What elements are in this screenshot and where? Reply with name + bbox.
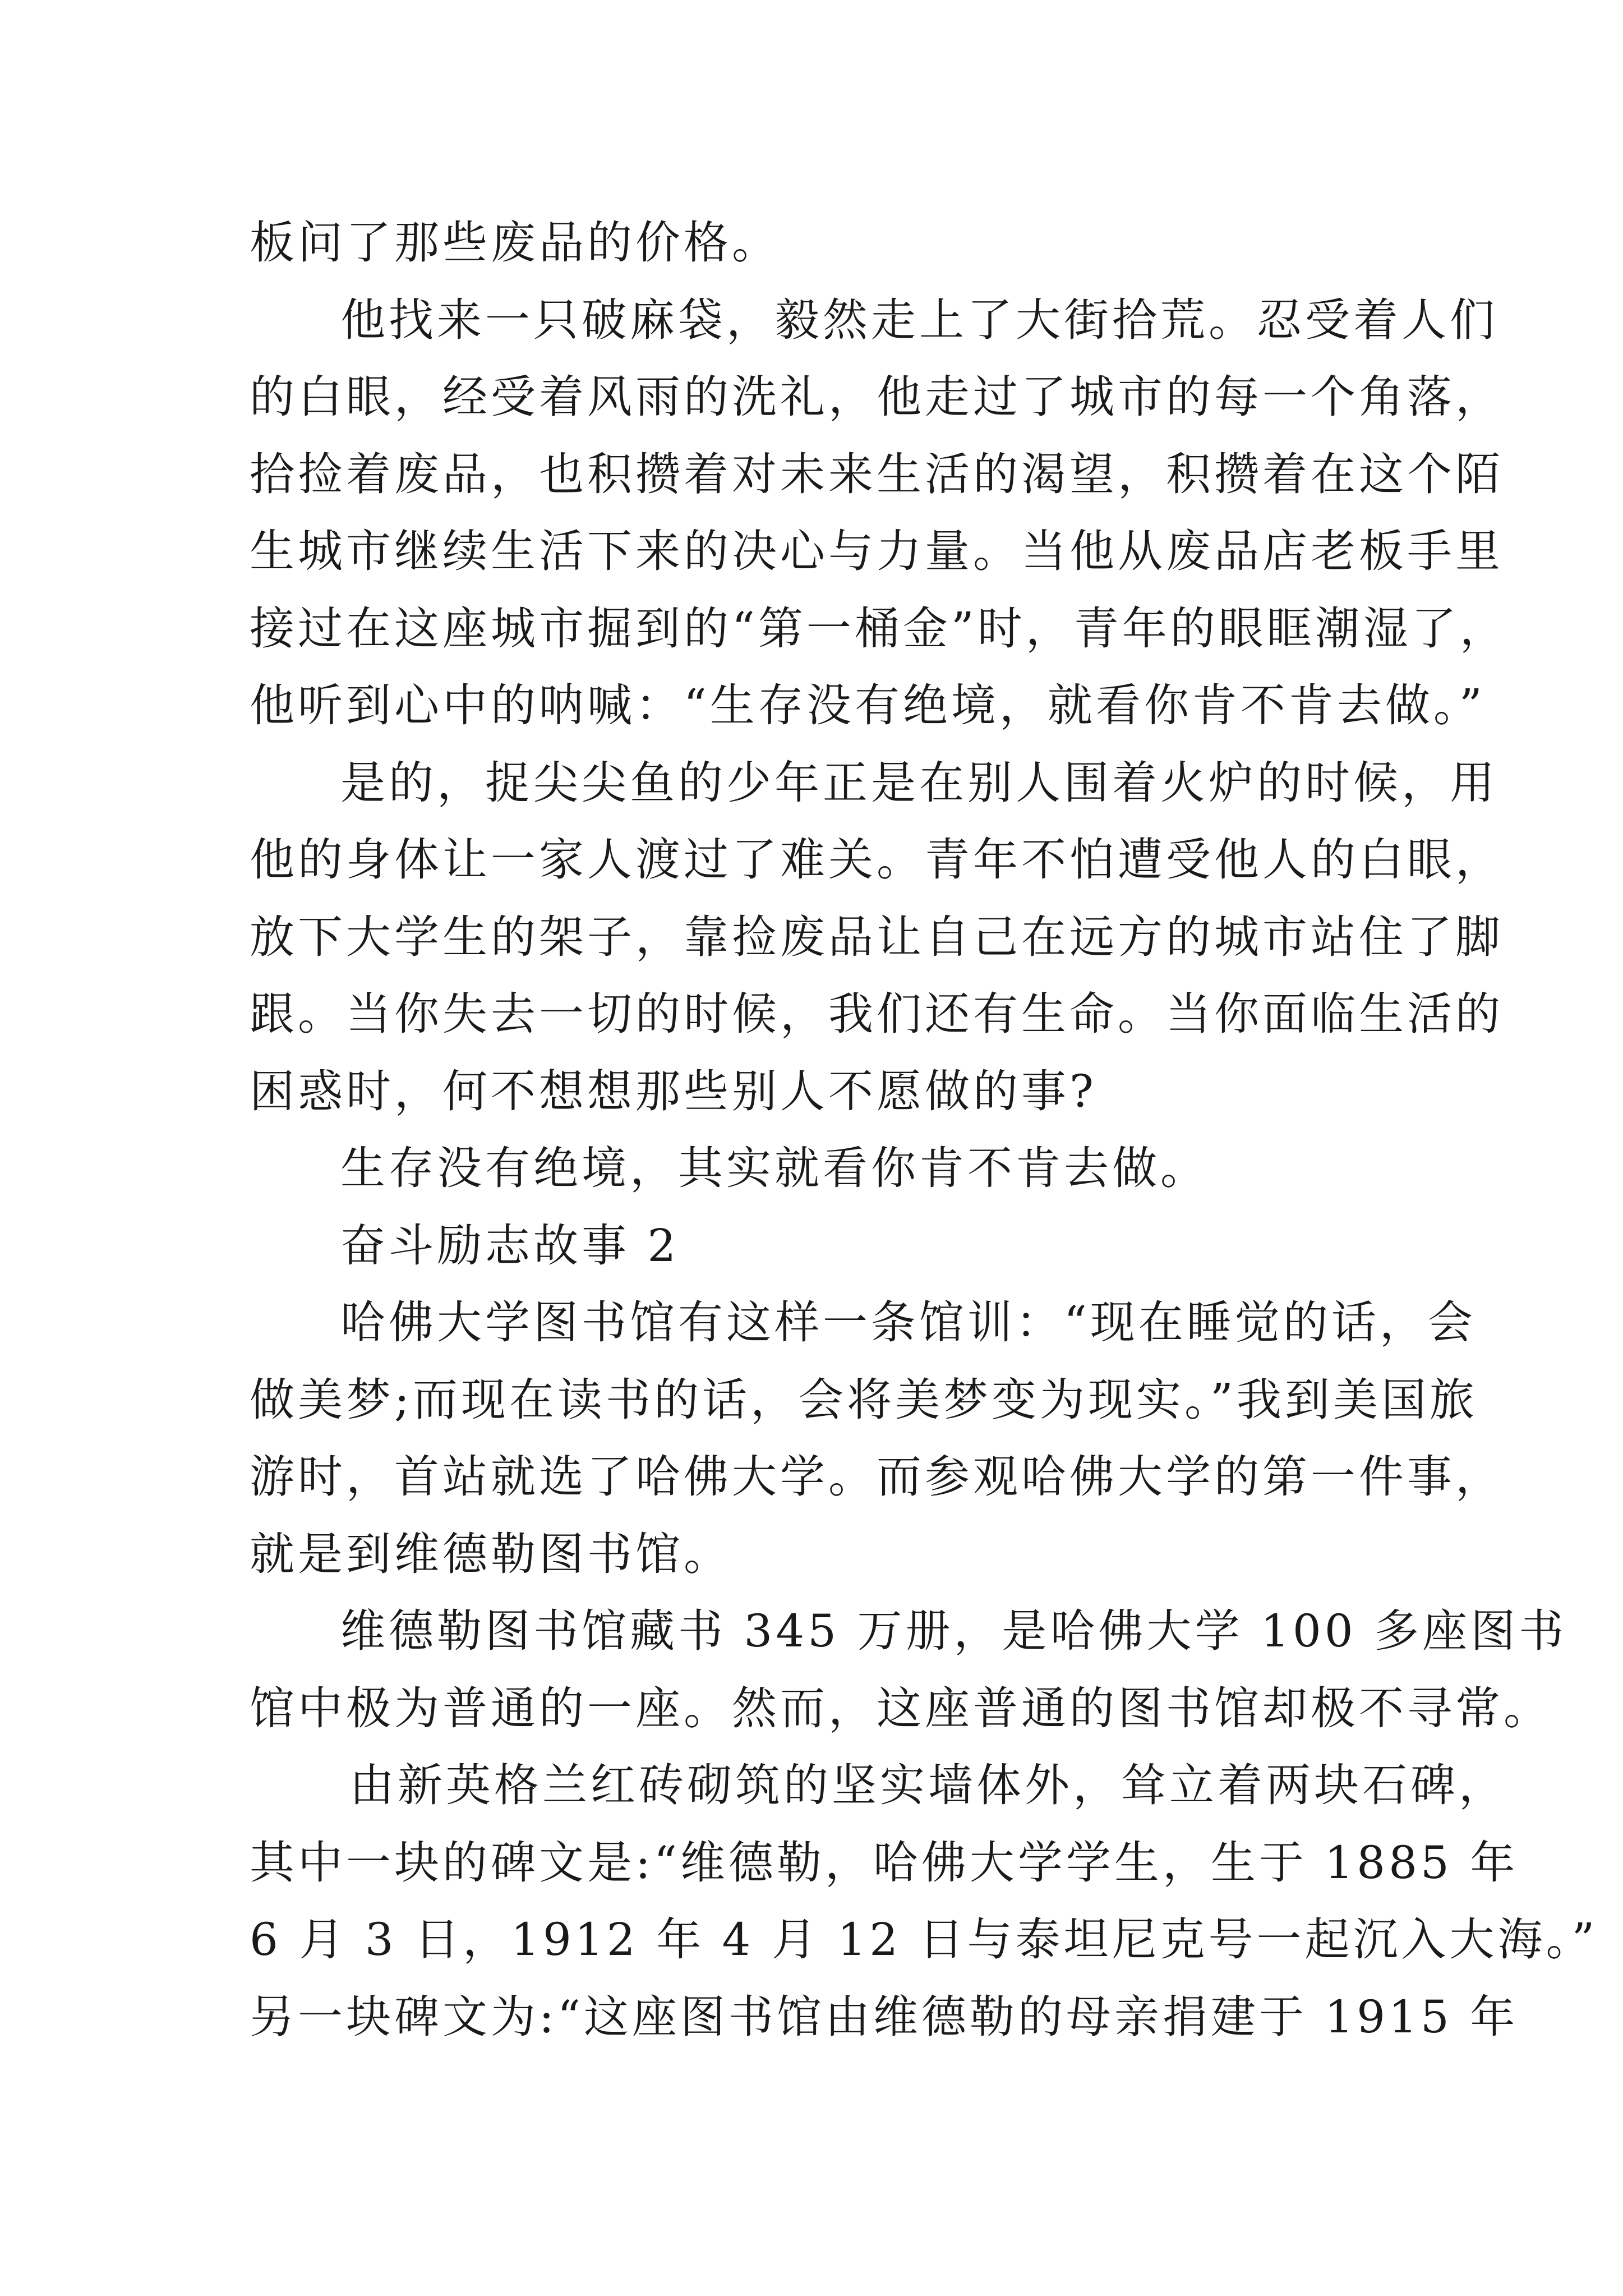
paragraph-first-line: 维德勒图书馆藏书 345 万册，是哈佛大学 100 多座图书 (340, 1605, 1567, 1657)
text-line: 其中一块的碑文是:“维德勒，哈佛大学学生，生于 1885 年 (250, 1836, 1519, 1889)
text-line: 另一块碑文为:“这座图书馆由维德勒的母亲捐建于 1915 年 (250, 1990, 1519, 2043)
text-line: 游时，首站就选了哈佛大学。而参观哈佛大学的第一件事， (250, 1451, 1504, 1503)
text-line: 接过在这座城市掘到的“第一桶金”时，青年的眼眶潮湿了， (250, 602, 1508, 655)
text-line: 跟。当你失去一切的时候，我们还有生命。当你面临生活的 (250, 988, 1504, 1040)
text-line: 拾捡着废品，也积攒着对未来生活的渴望，积攒着在这个陌 (250, 448, 1504, 500)
text-line: 6 月 3 日，1912 年 4 月 12 日与泰坦尼克号一起沉入大海。” (250, 1913, 1598, 1966)
text-line: 生城市继续生活下来的决心与力量。当他从废品店老板手里 (250, 525, 1504, 577)
paragraph-first-line: 是的，捉尖尖鱼的少年正是在别人围着火炉的时候，用 (340, 756, 1498, 809)
section-heading: 奋斗励志故事 2 (340, 1219, 680, 1272)
text-line: 做美梦;而现在读书的话，会将美梦变为现实。”我到美国旅 (250, 1373, 1478, 1426)
paragraph-first-line: 生存没有绝境，其实就看你肯不肯去做。 (340, 1142, 1209, 1194)
text-line: 困惑时，何不想想那些别人不愿做的事? (250, 1065, 1097, 1117)
paragraph-first-line: 他找来一只破麻袋，毅然走上了大街拾荒。忍受着人们 (340, 293, 1498, 346)
text-line: 就是到维德勒图书馆。 (250, 1527, 732, 1580)
text-line: 他的身体让一家人渡过了难关。青年不怕遭受他人的白眼， (250, 834, 1504, 886)
text-line: 馆中极为普通的一座。然而，这座普通的图书馆却极不寻常。 (250, 1682, 1552, 1734)
text-line: 板问了那些废品的价格。 (250, 217, 780, 269)
paragraph-first-line: 哈佛大学图书馆有这样一条馆训：“现在睡觉的话，会 (340, 1296, 1476, 1349)
text-line: 的白眼，经受着风雨的洗礼，他走过了城市的每一个角落， (250, 371, 1504, 423)
text-line: 放下大学生的架子，靠捡废品让自己在远方的城市站住了脚 (250, 910, 1504, 963)
paragraph-first-line: 由新英格兰红砖砌筑的坚实墙体外，耸立着两块石碑， (349, 1759, 1507, 1811)
document-body (250, 204, 1598, 2055)
text-line: 他听到心中的呐喊：“生存没有绝境，就看你肯不肯去做。” (250, 679, 1486, 731)
